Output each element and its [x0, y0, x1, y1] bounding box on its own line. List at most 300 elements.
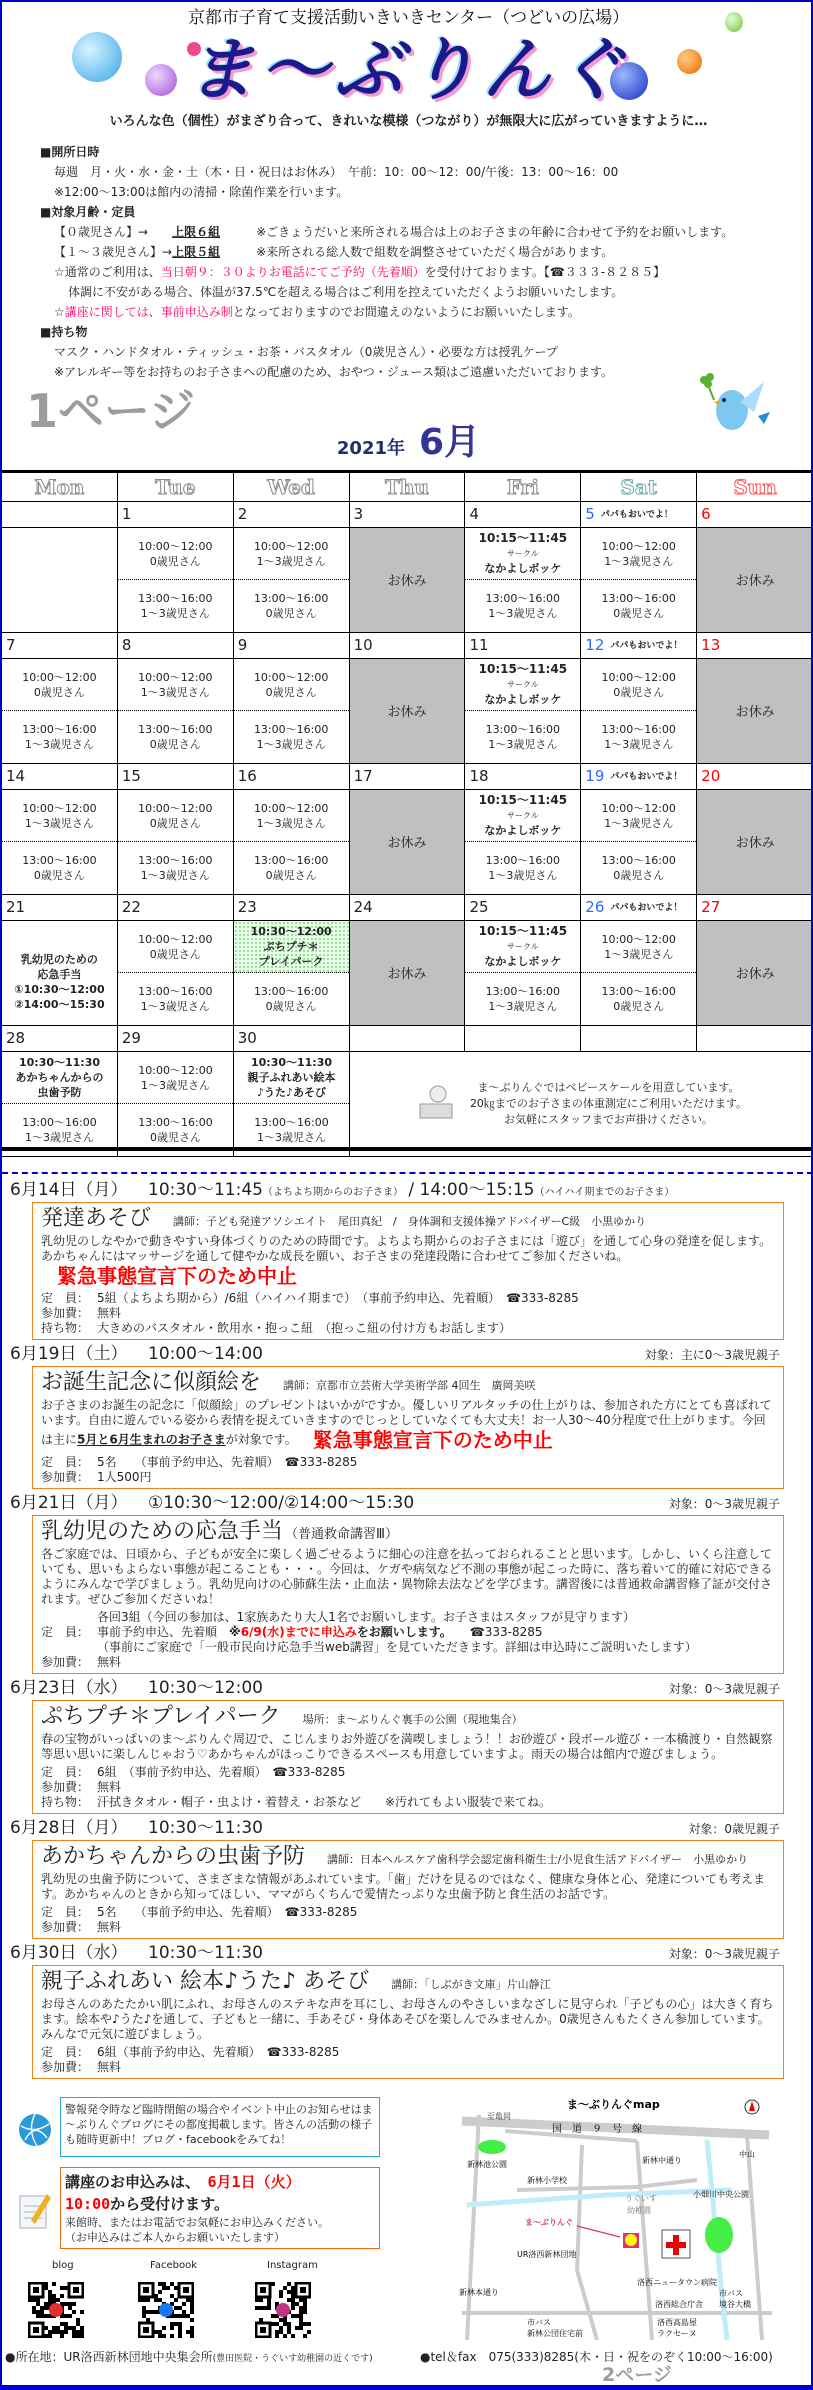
session-line: 0歳児さん — [149, 554, 201, 568]
calendar — [2, 470, 813, 1157]
session-line: 10:15～11:45 — [478, 924, 568, 938]
session-line: 0歳児さん — [265, 869, 317, 882]
session-cell — [2, 790, 118, 894]
calendar-date-cell — [581, 895, 697, 920]
date-number: 11 — [469, 636, 489, 654]
session-line: 0歳児さん — [149, 816, 201, 830]
event-line: 応急手当 — [37, 968, 82, 981]
event-time — [148, 1818, 263, 1838]
event-detail-row — [41, 1291, 775, 1306]
map-title: ま～ぶりんぐmap — [567, 2098, 660, 2111]
apply-line1 — [65, 2171, 375, 2193]
text-segment: 10:30～11:45 — [148, 1180, 263, 1200]
qr-code-instagram[interactable] — [255, 2282, 311, 2338]
event — [2, 1493, 813, 1674]
dad-welcome-note: パパもおいでよ！ — [610, 772, 683, 782]
text-segment: 10:30～11:30 — [148, 1818, 263, 1838]
course-pre: ☆ — [54, 305, 65, 319]
session-line: 13:00～16:00 — [22, 854, 97, 867]
dad-welcome-note: パパもおいでよ！ — [610, 903, 683, 913]
calendar-date-cell — [465, 764, 581, 789]
session-line: 13:00～16:00 — [485, 854, 561, 867]
detail-line — [97, 1780, 121, 1795]
text-segment: 5月と6月生まれのお子さま — [77, 1432, 226, 1447]
calendar-date-cell — [465, 633, 581, 658]
course-line — [40, 302, 780, 322]
closed-label: お休み — [387, 967, 427, 982]
event-title: 発達あそび — [41, 1206, 152, 1231]
session-line: 1～3歳児さん — [488, 1000, 558, 1013]
map-label: 新林小学校 — [527, 2176, 567, 2185]
closed-day-cell — [697, 921, 813, 1025]
event-description — [41, 1997, 775, 2042]
session-line: サークル — [506, 942, 539, 951]
map-label: 小畑川中央公園 — [693, 2190, 749, 2199]
session-line: 10:00～12:00 — [253, 801, 329, 815]
calendar-content-row — [2, 659, 813, 764]
detail-value — [97, 1905, 357, 1920]
calendar-date-cell — [581, 1026, 697, 1051]
calendar-content-row — [2, 528, 813, 633]
calendar-date-cell — [350, 764, 466, 789]
event-detail-row — [41, 1905, 775, 1920]
afternoon-session — [465, 711, 580, 763]
event-line: ②14:00～15:30 — [14, 998, 105, 1011]
session-line: 10:00～12:00 — [138, 932, 213, 946]
calendar-date-cell — [465, 502, 581, 527]
date-number: 19 — [585, 767, 605, 785]
age13-limit: 上限５組 — [172, 245, 221, 259]
session-line: 1～3歳児さん — [25, 1131, 94, 1144]
detail-line — [97, 1765, 345, 1780]
detail-label: 参加費： — [41, 2060, 90, 2074]
event-header — [10, 1943, 780, 1963]
calendar-date-cell — [697, 764, 813, 789]
text-segment: 無料 — [97, 1920, 122, 1934]
calendar-content-row — [2, 790, 813, 895]
detail-line — [97, 1625, 697, 1640]
qr-label-instagram: Instagram — [267, 2260, 318, 2271]
session-line: 0歳児さん — [265, 1000, 317, 1013]
calendar-date-row — [2, 764, 813, 790]
calendar-date-cell — [350, 633, 466, 658]
event-lecturer: 講師：子ども発達アソシエイト 尾田真紀 / 身体調和支援体操アドバイザーC級 小黒ゆかり — [173, 1215, 647, 1228]
event-target: 対象：0歳児親子 — [688, 1822, 780, 1836]
calendar-date-cell — [2, 633, 118, 658]
map-label: ラクセーヌ — [657, 2329, 697, 2338]
session-line: 10:00～12:00 — [253, 539, 329, 553]
session-cell — [118, 921, 234, 1025]
session-cell — [581, 528, 697, 632]
dad-welcome-note: パパもおいでよ！ — [610, 641, 683, 651]
event-time — [148, 1943, 263, 1963]
event-lecturer: 講師：京都市立芸術大学美術学部 4回生 廣岡美咲 — [283, 1379, 536, 1392]
session-line: 13:00～16:00 — [254, 1116, 329, 1129]
map-label: 新林本通り — [459, 2288, 499, 2297]
allergy-note: ※アレルギー等をお持ちのお子さまへの配慮のため、おやつ・ジュース類はご遠慮いただいております。 — [54, 365, 613, 379]
map-label: 新林中通り — [642, 2156, 682, 2165]
year-label: 2021年 — [336, 438, 406, 459]
closed-label: お休み — [735, 967, 775, 982]
closed-day-cell — [350, 659, 466, 763]
map-label: 洛西高島屋 — [657, 2318, 697, 2327]
session-line: 0歳児さん — [33, 869, 85, 882]
closed-label: お休み — [735, 574, 775, 589]
weekday-header: Sun — [733, 475, 777, 499]
text-segment: 6組 （事前予約申込、先着順） ☎333-8285 — [97, 1765, 346, 1779]
date-number: 22 — [121, 898, 141, 916]
session-line: 1～3歳児さん — [140, 1000, 210, 1013]
morning-session — [118, 790, 233, 842]
calendar-date-row — [2, 895, 813, 921]
event-box — [32, 1965, 784, 2079]
session-cell — [118, 790, 234, 894]
text-segment: 5組（よちよち期から）/6組（ハイハイ期まで） （事前予約申込、先着順） ☎333-8285 — [97, 1291, 579, 1305]
session-line: 10:30～11:30 — [18, 1056, 101, 1069]
items-heading-text: 持ち物 — [51, 325, 88, 339]
dashed-divider — [2, 1172, 813, 1174]
cancelled-stamp: 緊急事態宣言下のため中止 — [57, 1264, 297, 1288]
session-line: 13:00～16:00 — [138, 723, 213, 736]
event-lecturer: 講師：「しぶがき文庫」片山静江 — [391, 1978, 551, 1991]
calendar-date-row — [2, 502, 813, 528]
date-number: 10 — [353, 636, 373, 654]
session-line: サークル — [506, 811, 539, 820]
session-line: 13:00～16:00 — [485, 723, 561, 736]
session-cell — [234, 528, 350, 632]
session-cell — [581, 921, 697, 1025]
session-line: 0歳児さん — [613, 607, 665, 620]
event-time — [148, 1180, 674, 1203]
calendar-date-cell — [234, 502, 350, 527]
date-number: 13 — [701, 636, 721, 654]
event-date: 6月21日（月） — [10, 1493, 128, 1513]
reserve-pre: ☆通常のご利用は、 — [54, 265, 161, 279]
detail-label: 参加費： — [41, 1306, 90, 1320]
tagline: いろんな色（個性）がまざり合って、きれいな模様（つながり）が無限大に広がっていきますように… — [109, 114, 708, 129]
date-number: 3 — [353, 505, 364, 523]
date-number: 12 — [585, 636, 605, 654]
session-cell — [581, 659, 697, 763]
event-description — [41, 1234, 775, 1288]
event-box — [32, 1840, 784, 1939]
session-line: 0歳児さん — [613, 869, 665, 882]
calendar-content-row — [2, 1052, 813, 1157]
detail-line — [97, 1291, 579, 1306]
apply-line2 — [65, 2193, 375, 2215]
session-line: 1～3歳児さん — [604, 816, 674, 830]
month-title — [2, 414, 813, 465]
date-number: 29 — [121, 1029, 141, 1047]
session-line: 1～3歳児さん — [256, 816, 326, 830]
qr-label-blog: blog — [52, 2260, 74, 2271]
date-number: 7 — [6, 636, 16, 654]
event-box — [32, 1202, 784, 1340]
closed-day-cell — [350, 790, 466, 894]
detail-label: 定 員： — [41, 2045, 90, 2059]
event — [2, 1678, 813, 1814]
session-line: 1～3歳児さん — [257, 1131, 326, 1144]
detail-label: 定 員： — [41, 1455, 90, 1469]
calendar-date-cell — [234, 1026, 350, 1051]
event-box — [32, 1366, 784, 1489]
session-line: 1～3歳児さん — [256, 738, 326, 751]
event-target: 対象：0～3歳児親子 — [668, 1497, 780, 1511]
event-date: 6月23日（水） — [10, 1678, 128, 1698]
map-label: 洛西ニュータウン病院 — [637, 2278, 717, 2287]
age0-limit: 上限６組 — [172, 225, 221, 239]
date-number: 6 — [701, 505, 711, 523]
calendar-date-cell — [118, 1026, 234, 1051]
text-segment: ☎333-8285 — [445, 1625, 543, 1639]
closed-day-cell — [350, 528, 466, 632]
afternoon-session — [118, 711, 233, 763]
empty-cell — [2, 528, 118, 632]
event-date: 6月14日（月） — [10, 1180, 128, 1200]
detail-label: 定 員： — [41, 1625, 90, 1639]
event-detail-row — [41, 2060, 775, 2075]
morning-session — [234, 1052, 349, 1104]
map-route9: 国 道 ９ 号 線 — [552, 2124, 642, 2135]
event-date: 6月30日（水） — [10, 1943, 128, 1963]
session-line: 親子ふれあい絵本 — [247, 1071, 336, 1084]
detail-value — [97, 1470, 152, 1485]
calendar-date-cell — [350, 502, 466, 527]
morning-session — [2, 790, 117, 842]
session-line: 13:00～16:00 — [601, 592, 676, 605]
text-segment: お母さんのあたたかい肌にふれ、お母さんのステキな声を耳にし、お母さんのやさしいまなざしに見守られ「子どもの心」は大きく育ちます。絵本や♪うた♪を通して、子どもと一緒に、手あそび・身体あそびを楽しんでみませんか。0歳児さんもたくさん参加しています。みんなで元気に遊びましょう。 — [41, 1997, 774, 2041]
month-label: 6月 — [419, 422, 481, 463]
target-heading: ■対象月齢・定員 — [40, 205, 136, 219]
session-line: 10:00～12:00 — [138, 539, 213, 553]
calendar-date-cell — [2, 895, 118, 920]
weekday-header: Tue — [118, 473, 234, 501]
session-line: 13:00～16:00 — [22, 723, 97, 736]
page-watermark: 2ページ — [602, 2364, 672, 2386]
date-number: 27 — [701, 898, 721, 916]
application-notice — [60, 2167, 380, 2249]
detail-line — [97, 1640, 697, 1655]
detail-line — [97, 1610, 697, 1625]
detail-value — [97, 1780, 121, 1795]
calendar-date-cell — [697, 633, 813, 658]
session-line: 0歳児さん — [149, 947, 201, 961]
event-title: 親子ふれあい 絵本♪うた♪ あそび — [41, 1969, 370, 1994]
event-title: あかちゃんからの虫歯予防 — [41, 1844, 306, 1869]
qr-code-facebook[interactable] — [138, 2282, 194, 2338]
session-line: ぷちプチ＊ — [263, 940, 319, 953]
calendar-date-cell — [118, 764, 234, 789]
text-segment: 乳幼児の虫歯予防について、さまざまな情報があふれています。「歯」だけを見るのではなく、健康な身体と心、発達についても考えます。あかちゃんのときから知ってほしい、ママがらくちんで愛情たっぷりな虫歯予防と食生活のお話です。 — [41, 1872, 766, 1901]
session-line: 0歳児さん — [265, 685, 317, 699]
event-detail-row — [41, 1655, 775, 1670]
date-number: 30 — [237, 1029, 257, 1047]
map-label: 新林池公園 — [467, 2160, 507, 2169]
date-number: 2 — [237, 505, 248, 523]
detail-value — [97, 2060, 121, 2075]
cancelled-stamp: 緊急事態宣言下のため中止 — [312, 1428, 553, 1452]
text-segment: 無料 — [97, 1306, 122, 1320]
date-number: 17 — [353, 767, 373, 785]
morning-session — [581, 921, 696, 973]
event-title-row — [41, 1969, 775, 1995]
date-number: 16 — [237, 767, 257, 785]
text-segment: 汗拭きタオル・帽子・虫よけ・着替え・お茶など ※汚れてもよい服装で来てね。 — [97, 1795, 552, 1809]
event-time — [148, 1344, 263, 1364]
apply-line4: （お申込みはご本人からお願いいたします） — [65, 2231, 285, 2244]
session-cell — [234, 659, 350, 763]
text-segment: 大きめのバスタオル・飲用水・抱っこ紐 （抱っこ紐の付け方もお話します） — [97, 1321, 512, 1335]
morning-session — [465, 921, 580, 973]
event-box — [32, 1700, 784, 1814]
afternoon-session — [465, 973, 580, 1025]
calendar-date-cell — [118, 633, 234, 658]
map-label: 幼稚園 — [627, 2206, 651, 2215]
calendar-date-cell — [697, 502, 813, 527]
session-cell — [465, 921, 581, 1025]
hours-heading-text: 開所日時 — [51, 145, 100, 159]
detail-label: 持ち物： — [41, 1321, 90, 1335]
session-cell — [118, 528, 234, 632]
bubble-decoration — [725, 12, 743, 32]
qr-code-blog[interactable] — [28, 2282, 84, 2338]
morning-session — [2, 1052, 117, 1104]
date-number: 28 — [6, 1029, 26, 1047]
closed-label: お休み — [387, 836, 427, 851]
session-line: 1～3歳児さん — [604, 947, 674, 961]
date-number: 1 — [121, 505, 132, 523]
event — [2, 1180, 813, 1340]
afternoon-session — [118, 842, 233, 894]
afternoon-session — [581, 711, 696, 763]
event-detail-row — [41, 1455, 775, 1470]
event-cell — [2, 921, 118, 1025]
address-text: ●所在地：UR洛西新林団地中央集会所 — [5, 2350, 213, 2364]
event-description — [41, 1872, 775, 1902]
weekday-header: Fri — [465, 473, 581, 501]
morning-session — [118, 659, 233, 711]
event-detail-row — [41, 1780, 775, 1795]
detail-line — [97, 1455, 357, 1470]
event-header — [10, 1493, 780, 1513]
session-line: 13:00～16:00 — [138, 854, 213, 867]
course-highlight: 講座に関しては、事前申込み制 — [64, 305, 233, 319]
session-line: 13:00～16:00 — [601, 723, 676, 736]
text-segment: をお願いします。 — [356, 1625, 446, 1639]
session-line: 1～3歳児さん — [488, 607, 558, 620]
text-segment: 1人500円 — [97, 1470, 152, 1484]
address — [5, 2348, 373, 2365]
detail-line — [97, 1321, 511, 1336]
event-target: 対象：主に0～3歳児親子 — [644, 1348, 780, 1362]
text-segment: が対象です。 — [225, 1432, 297, 1447]
morning-session — [118, 1052, 233, 1104]
event-header — [10, 1678, 780, 1698]
text-segment: / 14:00～15:15 — [402, 1180, 535, 1200]
text-segment: 春の宝物がいっぱいのま～ぶりんぐ周辺で、こじんまりお外遊びを満喫しましょう！！お砂遊び・段ボール遊び・一本橋渡り・自然観察等思い思いに楽しんじゃおう♡あかちゃんがほっこりできるスペースも用意していますよ。雨天の場合は館内で遊びましょう。 — [41, 1732, 773, 1761]
access-map — [457, 2095, 775, 2340]
session-line: 1～3歳児さん — [140, 607, 210, 620]
morning-session — [118, 921, 233, 973]
note-line: 20㎏までのお子さまの体重測定にご利用いただけます。 — [469, 1097, 748, 1110]
calendar-date-cell — [2, 1026, 118, 1051]
event-title-row — [41, 1206, 775, 1232]
date-number: 26 — [585, 898, 605, 916]
afternoon-session — [465, 842, 580, 894]
weekday-header: Wed — [234, 473, 350, 501]
text-segment: 5名 （事前予約申込、先着順） ☎333-8285 — [97, 1905, 358, 1919]
map-label: UR洛西新林団地 — [517, 2250, 577, 2259]
session-cell — [234, 1052, 350, 1156]
detail-label: 持ち物： — [41, 1795, 90, 1809]
weekday-header: Thu — [350, 473, 466, 501]
detail-value — [97, 1291, 579, 1306]
session-line: 1～3歳児さん — [604, 554, 674, 568]
target-heading-text: 対象月齢・定員 — [51, 205, 136, 219]
text-segment: 5名 （事前予約申込、先着順） ☎333-8285 — [97, 1455, 358, 1469]
session-cell — [118, 1052, 234, 1156]
items-line: マスク・ハンドタオル・ティッシュ・お茶・バスタオル（0歳児さん）・必要な方は授乳ケープ — [54, 345, 558, 359]
address-note: (豊田医院・うぐいす幼稚園の近くです) — [212, 2354, 373, 2364]
date-number: 8 — [121, 636, 132, 654]
session-line: 10:30～12:00 — [250, 925, 332, 938]
calendar-date-cell — [2, 502, 118, 527]
session-line: 13:00～16:00 — [22, 1116, 97, 1129]
date-number: 24 — [353, 898, 373, 916]
age0-line — [40, 222, 780, 242]
health-note: 体調に不安がある場合、体温が37.5℃を超える場合はご利用を控えていただくようお願いいたします。 — [68, 285, 624, 299]
session-line: 1～3歳児さん — [256, 554, 326, 568]
calendar-bottom-rule — [2, 1147, 813, 1151]
items-heading: ■持ち物 — [40, 325, 88, 339]
session-line: ♪うた♪あそび — [256, 1086, 327, 1099]
detail-value — [97, 1306, 121, 1321]
session-line: 10:00～12:00 — [138, 1063, 213, 1077]
detail-value — [97, 2045, 339, 2060]
morning-session — [234, 790, 349, 842]
detail-line — [97, 1306, 121, 1321]
detail-label: 参加費： — [41, 1920, 90, 1934]
detail-label: 参加費： — [41, 1780, 90, 1794]
session-cell — [465, 659, 581, 763]
weekday-header: Mon — [2, 473, 118, 501]
session-line: 1～3歳児さん — [140, 685, 210, 699]
event-header — [10, 1818, 780, 1838]
event-line: ①10:30～12:00 — [14, 983, 105, 996]
session-line: 13:00～16:00 — [138, 592, 213, 605]
apply-time: 10:00 — [65, 2195, 111, 2213]
event-title-row — [41, 1844, 775, 1870]
event-box — [32, 1515, 784, 1674]
session-line: 10:00～12:00 — [601, 932, 676, 946]
session-cell — [465, 528, 581, 632]
page-watermark: 1ページ — [26, 384, 196, 438]
closed-day-cell — [697, 790, 813, 894]
session-line: 0歳児さん — [265, 607, 317, 620]
session-line: 10:00～12:00 — [22, 670, 97, 684]
morning-session — [234, 659, 349, 711]
session-line: 1～3歳児さん — [604, 738, 674, 751]
age13-note: ※来所される総人数で組数を調整させていただく場合があります。 — [256, 245, 614, 259]
detail-value — [97, 1610, 697, 1655]
apply-line1-text: 講座のお申込みは、 — [65, 2173, 208, 2191]
logo: ま～ぶりんぐ — [186, 30, 631, 110]
afternoon-session — [234, 842, 349, 894]
calendar-date-cell — [234, 764, 350, 789]
event — [2, 1818, 813, 1939]
session-line: 虫歯予防 — [37, 1086, 82, 1099]
closed-day-cell — [350, 921, 466, 1025]
